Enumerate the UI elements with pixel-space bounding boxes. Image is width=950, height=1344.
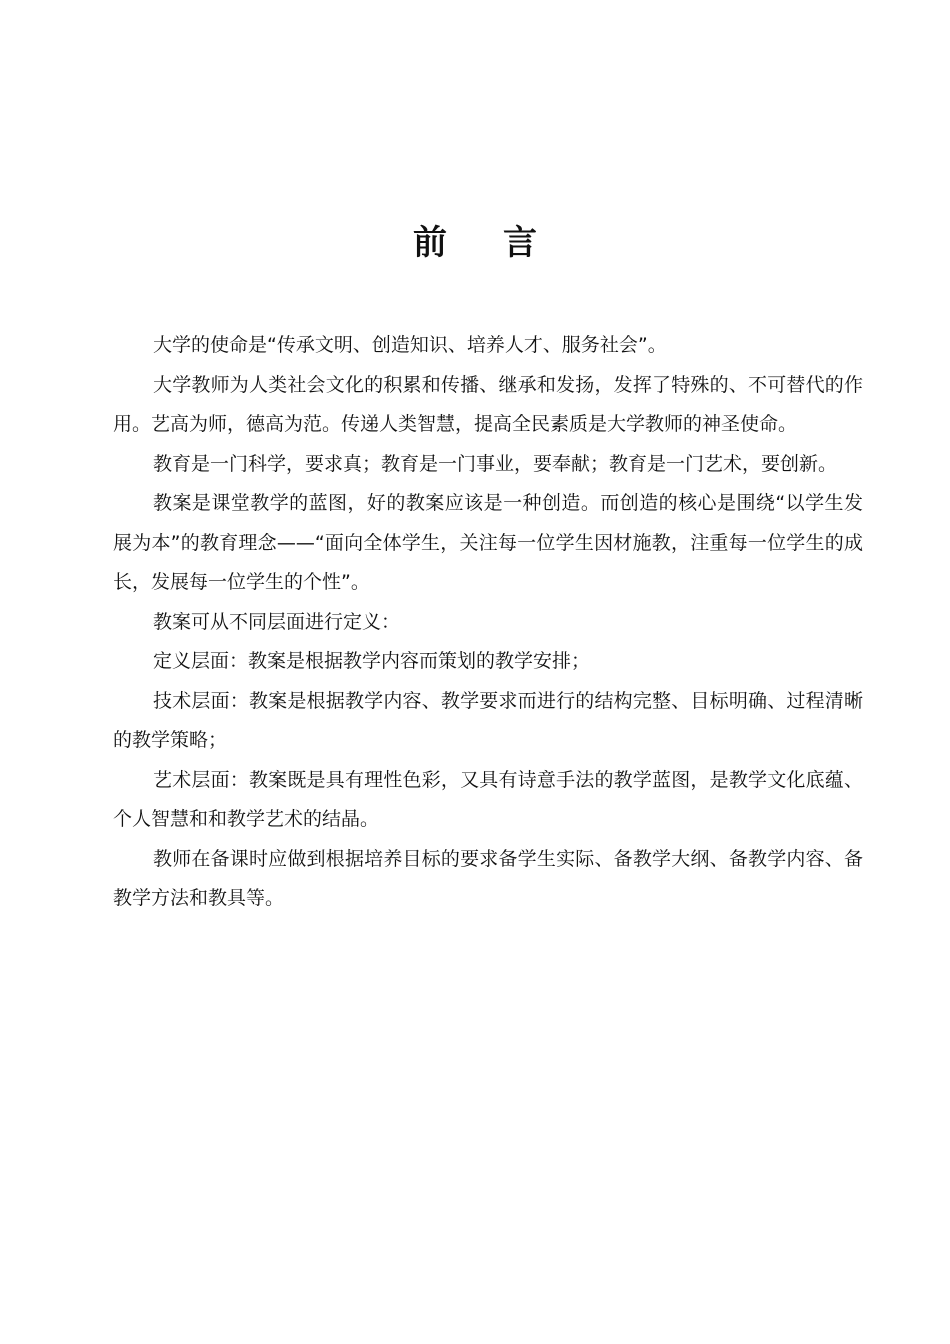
- paragraph-lesson-plan: 教案是课堂教学的蓝图，好的教案应该是一种创造。而创造的核心是围绕“以学生发展为本”的教育理念——“面向全体学生，关注每一位学生因材施教，注重每一位学生的成长，发展每一位学生的个性”。: [113, 492, 863, 593]
- paragraph-definition-level: 定义层面：教案是根据教学内容而策划的教学安排；: [153, 650, 591, 672]
- page-title: 前言: [413, 223, 593, 263]
- paragraph-education: 教育是一门科学，要求真；教育是一门事业，要奉献；教育是一门艺术，要创新。: [153, 452, 838, 475]
- paragraph-mission: 大学的使命是“传承文明、创造知识、培养人才、服务社会”。: [153, 334, 667, 356]
- paragraph-technical-level: 技术层面：教案是根据教学内容、教学要求而进行的结构完整、目标明确、过程清晰的教学策略；: [113, 689, 863, 751]
- paragraph-teacher-role: 大学教师为人类社会文化的积累和传播、继承和发扬，发挥了特殊的、不可替代的作用。艺高为师，德高为范。传递人类智慧，提高全民素质是大学教师的神圣使命。: [113, 373, 863, 435]
- paragraph-art-level: 艺术层面：教案既是具有理性色彩，又具有诗意手法的教学蓝图，是教学文化底蕴、个人智慧和和教学艺术的结晶。: [113, 768, 863, 830]
- paragraph-definition-intro: 教案可从不同层面进行定义：: [153, 610, 401, 633]
- paragraph-preparation: 教师在备课时应做到根据培养目标的要求备学生实际、备教学大纲、备教学内容、备教学方法和教具等。: [113, 847, 863, 909]
- body-text: [113, 326, 863, 919]
